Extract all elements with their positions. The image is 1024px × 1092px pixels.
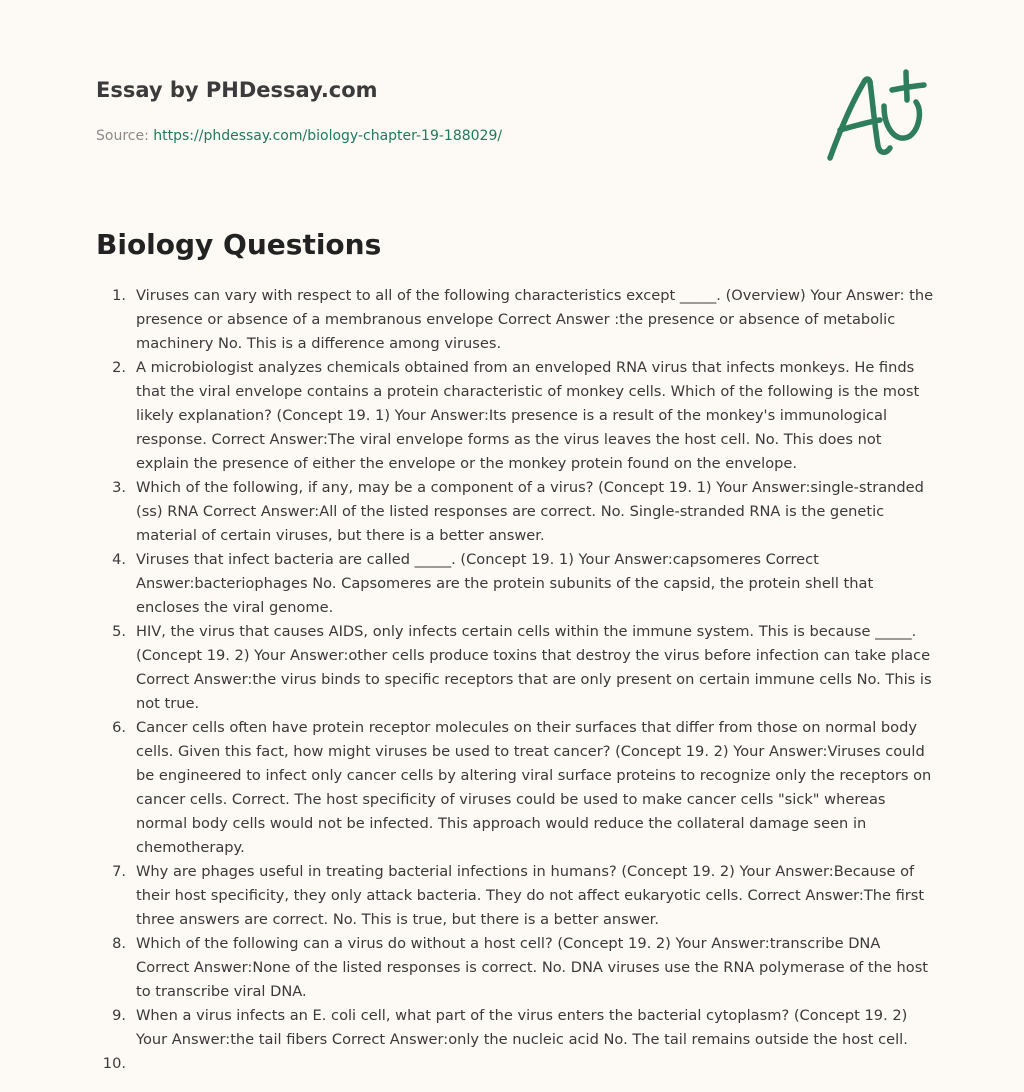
list-item	[96, 284, 934, 356]
source-line	[96, 126, 696, 146]
item-text: Why are phages useful in treating bacterial infections in humans? (Concept 19. 2) Your Answer:Because of their host specificity, they only attack bacteria. They do not affect eukaryotic cells. Correct Answer:The first three answers are correct. No. This is true, but there is a better answer.	[136, 863, 925, 928]
list-item	[96, 860, 934, 932]
a-plus-grade-icon	[820, 66, 930, 166]
list-item	[96, 932, 934, 1004]
item-number: 3.	[112, 479, 126, 496]
item-text: A microbiologist analyzes chemicals obtained from an enveloped RNA virus that infects monkeys. He finds that the viral envelope contains a protein characteristic of monkey cells. Which of the following is the most likely explanation? (Concept 19. 1) Your Answer:Its presence is a result of the monkey's immunological response. Correct Answer:The viral envelope forms as the virus leaves the host cell. No. This does not explain the presence of either the envelope or the monkey protein found on the envelope.	[136, 359, 920, 472]
item-text: When a virus infects an E. coli cell, what part of the virus enters the bacterial cytoplasm? (Concept 19. 2) Your Answer:the tail fibers Correct Answer:only the nucleic acid No. The tail remains outside the host cell.	[136, 1007, 908, 1048]
list-item	[96, 356, 934, 476]
item-text: Which of the following can a virus do without a host cell? (Concept 19. 2) Your Answer:transcribe DNA Correct Answer:None of the listed responses is correct. No. DNA viruses use the RNA polymerase of the host to transcribe viral DNA.	[136, 935, 929, 1000]
item-number: 9.	[112, 1007, 126, 1024]
page-title: Biology Questions	[96, 228, 382, 261]
item-text: Which of the following, if any, may be a component of a virus? (Concept 19. 1) Your Answer:single-stranded (ss) RNA Correct Answer:All of the listed responses are correct. No. Single-stranded RNA is the genetic material of certain viruses, but there is a better answer.	[136, 479, 924, 544]
list-item	[96, 548, 934, 620]
item-number: 6.	[112, 719, 126, 736]
item-number: 10.	[102, 1055, 126, 1072]
source-label: Source:	[96, 128, 154, 144]
item-text: Viruses that infect bacteria are called _____. (Concept 19. 1) Your Answer:capsomeres Correct Answer:bacteriophages No. Capsomeres are the protein subunits of the capsid, the protein shell that encloses the viral genome.	[136, 551, 874, 616]
source-link[interactable]: https://phdessay.com/biology-chapter-19-188029/	[153, 128, 503, 144]
list-item	[96, 620, 934, 716]
item-number: 4.	[112, 551, 126, 568]
question-list	[96, 284, 934, 1072]
item-number: 2.	[112, 359, 126, 376]
brand-title: Essay by PHDessay.com	[96, 78, 378, 102]
item-number: 7.	[112, 863, 126, 880]
list-item	[96, 1004, 934, 1052]
item-number: 5.	[112, 623, 126, 640]
item-text: Cancer cells often have protein receptor molecules on their surfaces that differ from those on normal body cells. Given this fact, how might viruses be used to treat cancer? (Concept 19. 2) Your Answer:Viruses could be engineered to infect only cancer cells by altering viral surface proteins to recognize only the receptors on cancer cells. Correct. The host specificity of viruses could be used to make cancer cells "sick" whereas normal body cells would not be infected. This approach would reduce the collateral damage seen in chemotherapy.	[136, 719, 932, 856]
item-text: HIV, the virus that causes AIDS, only infects certain cells within the immune system. This is because _____. (Concept 19. 2) Your Answer:other cells produce toxins that destroy the virus before infection can take place Correct Answer:the virus binds to specific receptors that are only present on certain immune cells No. This is not true.	[136, 623, 932, 712]
document-header	[96, 76, 696, 146]
list-item	[96, 476, 934, 548]
item-number: 8.	[112, 935, 126, 952]
item-number: 1.	[112, 287, 126, 304]
item-text: Viruses can vary with respect to all of the following characteristics except _____. (Overview) Your Answer: the presence or absence of a membranous envelope Correct Answer :the presence or absence of metabolic machinery No. This is a difference among viruses.	[136, 287, 934, 352]
list-item	[96, 716, 934, 860]
